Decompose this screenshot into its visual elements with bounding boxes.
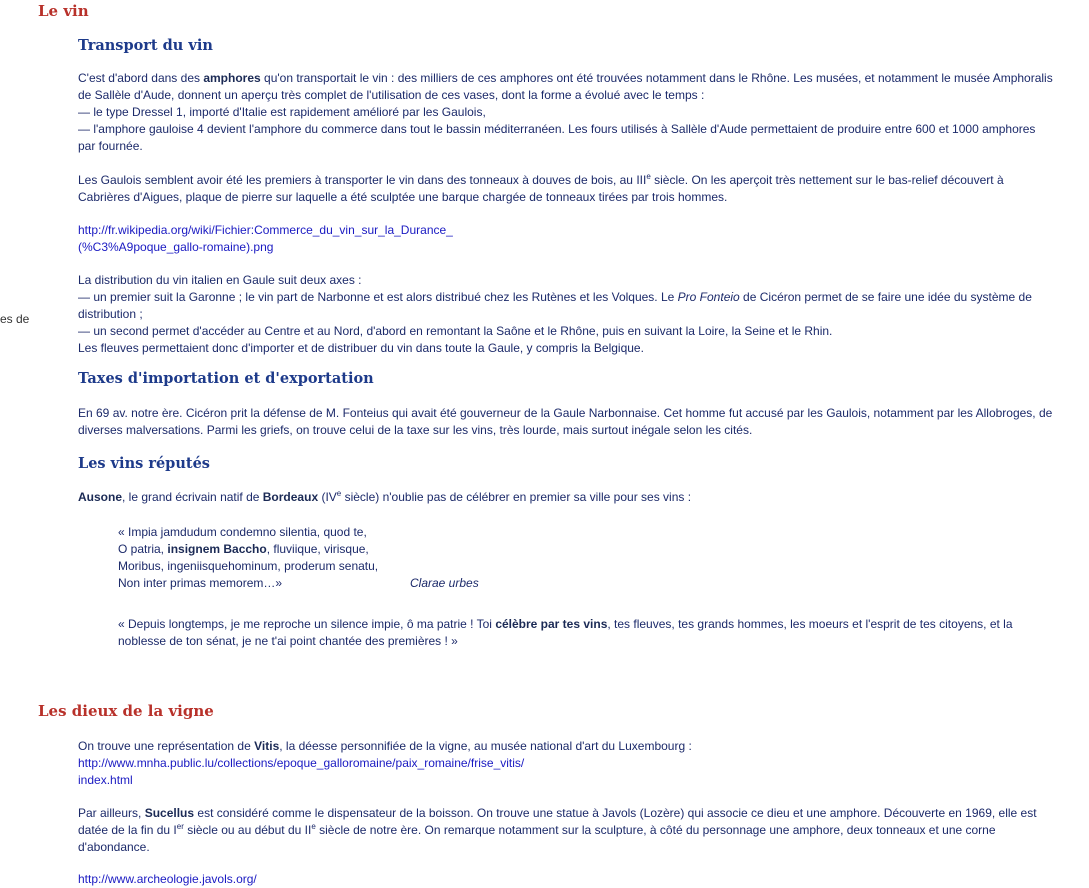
paragraph-ausone: Ausone, le grand écrivain natif de Bordeaux (IVe siècle) n'oublie pas de célébrer en premier sa ville pour ses vins : xyxy=(78,489,692,504)
heading-vins-reputes: Les vins réputés xyxy=(78,455,210,472)
italic-pro-fonteio: Pro Fonteio xyxy=(677,290,740,304)
bold-celebre: célèbre par tes vins xyxy=(495,617,608,631)
paragraph-amphores: C'est d'abord dans des amphores qu'on transportait le vin : des milliers de ces amphores ont été trouvées notamment dans le Rhône. Les musées, et notamment le musée Amphoralis de Sallèle d'Aude, donnent un aperçu très complet de l'utilisation de ces vases, dont la forme a évolué avec le temps : — le type Dressel 1, importé d'Italie est rapidement amélioré par les Gaulois, — l'amphore gauloise 4 devient l'amphore du commerce dans tout le bassin méditerranéen. Les fours utilisés à Sallèle d'Aude permettaient de produire entre 600 et 1000 amphores par fournée. xyxy=(78,70,1056,155)
heading-transport: Transport du vin xyxy=(78,37,213,54)
paragraph-vitis: On trouve une représentation de Vitis, la déesse personnifiée de la vigne, au musée national d'art du Luxembourg : http://www.mnha.public.lu/collections/epoque_galloromaine/paix_romaine/frise_vitis/ index.html xyxy=(78,738,1056,789)
list-item-dressel: — le type Dressel 1, importé d'Italie est rapidement amélioré par les Gaulois, xyxy=(78,105,486,119)
bold-bordeaux: Bordeaux xyxy=(262,490,319,504)
wikipedia-link-block xyxy=(78,222,1056,256)
bold-amphores: amphores xyxy=(203,71,261,85)
javols-link[interactable]: http://www.archeologie.javols.org/ xyxy=(78,872,257,886)
wikipedia-link[interactable]: http://fr.wikipedia.org/wiki/Fichier:Commerce_du_vin_sur_la_Durance_ (%C3%A9poque_gallo-romaine).png xyxy=(78,223,453,254)
paragraph-fonteius: En 69 av. notre ère. Cicéron prit la défense de M. Fonteius qui avait été gouverneur de la Gaule Narbonnaise. Cet homme fut accusé par les Gaulois, notamment par les Allobroges, de diverses malversations. Parmi les griefs, on trouve celui de la taxe sur les vins, très lourde, mais surtout inégale selon les cités. xyxy=(78,406,1053,437)
heading-taxes: Taxes d'importation et d'exportation xyxy=(78,370,374,387)
list-item-gauloise: — l'amphore gauloise 4 devient l'amphore du commerce dans tout le bassin méditerranéen. Les fours utilisés à Sallèle d'Aude permettaient de produire entre 600 et 1000 amphores par fournée. xyxy=(78,122,1036,153)
translation-quote: « Depuis longtemps, je me reproche un silence impie, ô ma patrie ! Toi célèbre par tes vins, tes fleuves, tes grands hommes, les moeurs et l'esprit de tes citoyens, et la noblesse de ton sénat, je ne t'ai point chantée des premières ! » xyxy=(118,617,1013,648)
bold-sucellus: Sucellus xyxy=(144,806,195,820)
cropped-margin-text: es de xyxy=(0,312,30,326)
paragraph-distribution: La distribution du vin italien en Gaule suit deux axes : — un premier suit la Garonne ; le vin part de Narbonne et est alors distribué chez les Rutènes et les Volques. Le Pro Fonteio de Cicéron permet de se faire une idée du système de distribution ; — un second permet d'accéder au Centre et au Nord, d'abord en remontant la Saône et le Rhône, puis en suivant la Loire, la Seine et le Rhin. Les fleuves permettaient donc d'importer et de distribuer du vin dans toute la Gaule, y compris la Belgique. xyxy=(78,273,1032,355)
section-title-le-vin: Le vin xyxy=(38,2,89,20)
paragraph-tonneaux: Les Gaulois semblent avoir été les premiers à transporter le vin dans des tonneaux à douves de bois, au IIIe siècle. On les aperçoit très nettement sur le bas-relief découvert à Cabrières d'Aigues, plaque de pierre sur laquelle a été sculptée une barque chargée de tonneaux tirées par trois hommes. xyxy=(78,172,1004,204)
quote-source: Clarae urbes xyxy=(410,576,479,590)
javols-link-block xyxy=(78,871,1056,888)
latin-quote: « Impia jamdudum condemno silentia, quod te, O patria, insignem Baccho, fluviique, virisque, Moribus, ingeniisquehominum, proderum senatu, Non inter primas memorem…» Clarae urbes xyxy=(118,525,479,590)
bold-vitis: Vitis xyxy=(254,739,280,753)
paragraph-sucellus: Par ailleurs, Sucellus est considéré comme le dispensateur de la boisson. On trouve une statue à Javols (Lozère) qui associe ce dieu et une amphore. Découverte en 1969, elle est datée de la fin du Ier siècle ou au début du IIe siècle de notre ère. On remarque notamment sur la sculpture, à côté du personnage une amphore, deux tonneaux et une corne d'abondance. xyxy=(78,806,1037,854)
bold-ausone: Ausone xyxy=(78,490,123,504)
section-title-dieux: Les dieux de la vigne xyxy=(38,702,214,720)
bold-insignem-baccho: insignem Baccho xyxy=(167,542,267,556)
mnha-link[interactable]: http://www.mnha.public.lu/collections/epoque_galloromaine/paix_romaine/frise_vitis/ index.html xyxy=(78,756,525,787)
